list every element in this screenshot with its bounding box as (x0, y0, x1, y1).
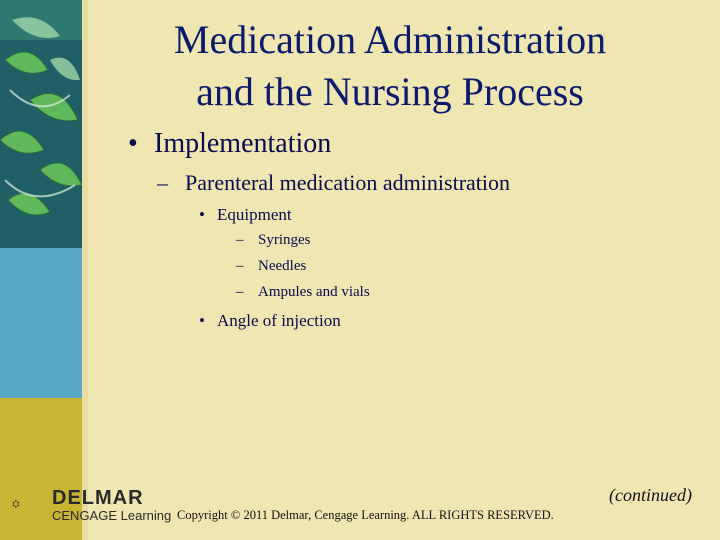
bullet-text: Syringes (258, 232, 311, 248)
dash-icon: – (236, 258, 244, 274)
slide-title (110, 14, 670, 118)
bullet-implementation (128, 128, 331, 160)
bullet-text: Angle of injection (217, 311, 341, 330)
bullet-text: Equipment (217, 205, 292, 224)
bullet-angle (199, 311, 341, 331)
dash-icon: – (157, 170, 168, 195)
copyright-notice: Copyright © 2011 Delmar, Cengage Learning. ALL RIGHTS RESERVED. (177, 508, 554, 522)
bullet-text: Parenteral medication administration (185, 170, 511, 195)
title-line-2: and the Nursing Process (196, 69, 584, 114)
bullet-dot-icon: • (199, 205, 205, 224)
bullet-text: Implementation (154, 128, 332, 159)
bullet-syringes (236, 232, 311, 249)
title-line-1: Medication Administration (173, 17, 607, 62)
bullet-equipment (199, 205, 292, 225)
bullet-dot-icon: • (199, 311, 205, 330)
bullet-text: Needles (258, 258, 307, 274)
delmar-logo-icon (12, 484, 52, 524)
bullet-ampules (236, 284, 370, 301)
brand-subtitle: CENGAGE Learning (52, 508, 172, 523)
dash-icon: – (236, 232, 244, 248)
continued-label: (continued) (609, 485, 692, 505)
bullet-text: Ampules and vials (258, 284, 370, 300)
brand-name: DELMAR (52, 487, 144, 509)
bullet-needles (236, 258, 306, 275)
dash-icon: – (236, 284, 244, 300)
side-decoration (0, 0, 92, 540)
bullet-dot-icon: • (128, 128, 138, 159)
bullet-parenteral (157, 170, 510, 196)
